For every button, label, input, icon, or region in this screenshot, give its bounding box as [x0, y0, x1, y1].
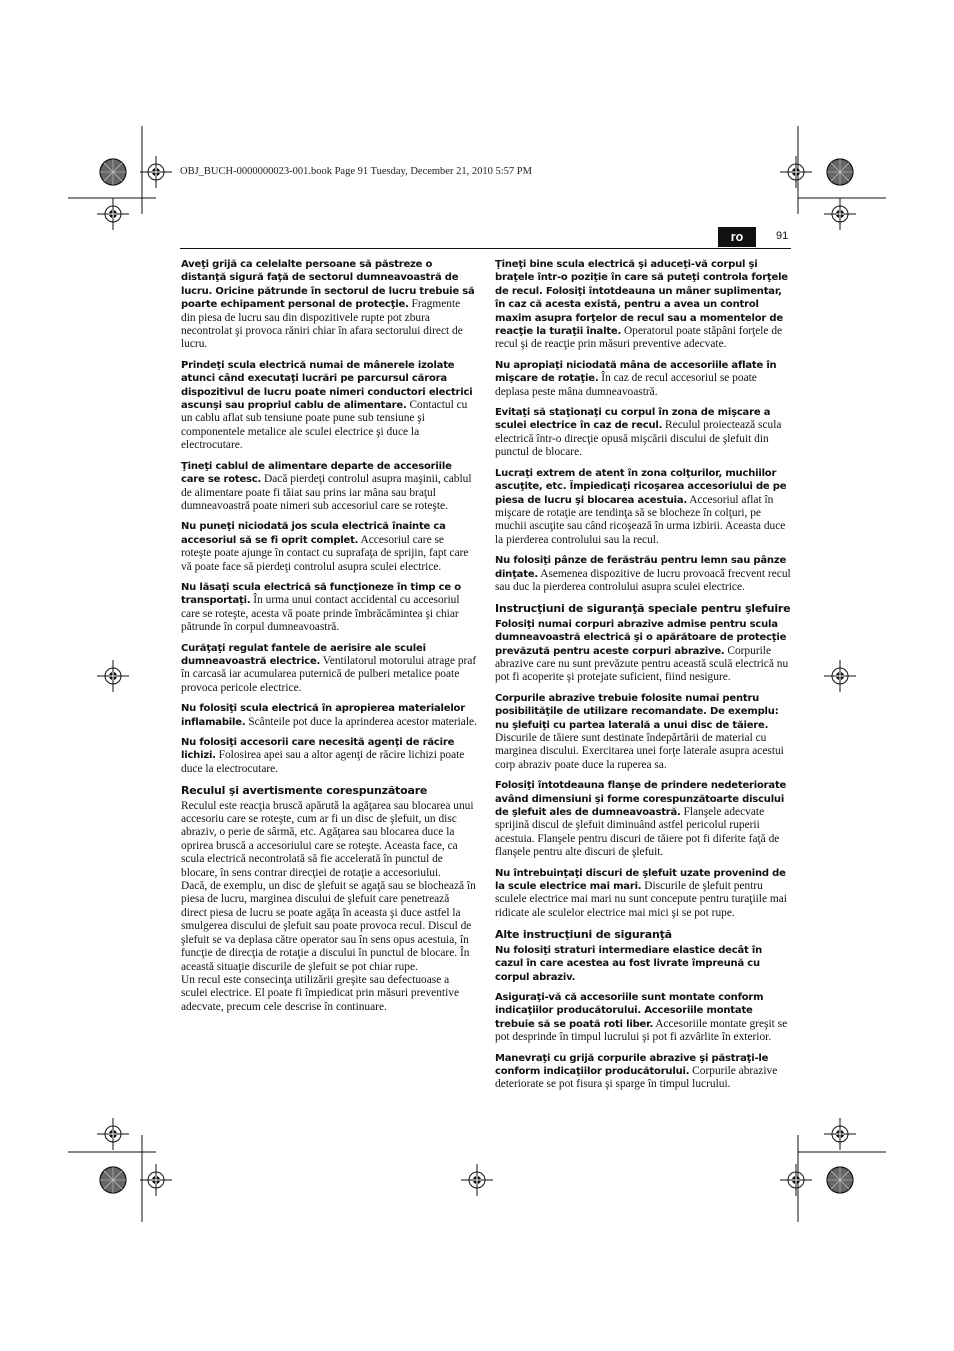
paragraph: Dacă, de exemplu, un disc de şlefuit se agaţă sau se blochează în piesa de lucru, marginea discului de şlefuit care penetrează direct piesa de lucru se poate agăţa în aceasta şi duce astfel la smulgerea discului de şlefuit sau poate provoca recul. Discul de şlefuit se va deplasa către operator sau în sens opus acestuia, în funcţie de direcţia de rotaţie a discului în punctul de blocare. În această situaţie discurile de şlefuit se pot chiar rupe. [181, 880, 476, 973]
print-header: OBJ_BUCH-0000000023-001.book Page 91 Tuesday, December 21, 2010 5:57 PM [180, 166, 532, 177]
paragraph: Nu folosiţi straturi intermediare elastice decât în cazul în care acestea au fost livrate împreună cu corpul abraziv. [495, 944, 763, 983]
paragraph: Ţineţi cablul de alimentare departe de accesoriile care se rotesc. Dacă pierdeţi controlul asupra maşinii, cablul de alimentare poate fi tăiat sau prins iar mâna sau braţul dumneavoastră poate nimeri sub accesoriul care se roteşte. [181, 460, 472, 512]
page-number: 91 [776, 230, 789, 242]
paragraph: Reculul este reacţia bruscă apărută la agăţarea sau blocarea unui accesoriu care se roteşte, cum ar fi un disc de şlefuit, un disc abraziv, o perie de sârmă, etc. Agăţarea sau blocarea duce la oprirea bruscă a accesoriului care se roteşte. Aceasta face, ca scula electrică necontrolată să fie accelerată în punctul de blocare, în sens contrar direcţiei de rotaţie a accesoriului. [181, 799, 474, 879]
paragraph: Aveţi grijă ca celelalte persoane să păstreze o distanţă sigură faţă de sectorul dumneavoastră de lucru. Oricine pătrunde în sectorul de lucru trebuie să poarte echipament personal de protecţie. Fragmente din piesa de lucru sau din dispozitivele rupte pot zbura necontrolat şi provoca răniri chiar în afara sectorului direct de lucru. [181, 259, 475, 351]
paragraph: Nu apropiaţi niciodată mâna de accesoriile aflate în mişcare de rotaţie. În caz de recul accesoriul se poate deplasa peste mâna dumneavoastră. [495, 359, 777, 398]
paragraph: Un recul este consecinţa utilizării greşite sau defectuoase a sculei electrice. El poate fi împiedicat prin măsuri preventive adecvate, precum cele descrise în continuare. [181, 973, 460, 1013]
paragraph: Folosiţi numai corpuri abrazive admise pentru scula dumneavoastră electrică şi o apărătoare de protecţie prevăzută pentru aceste corpuri abrazive. Corpurile abrazive care nu sunt prevăzute pentru această sculă electrică nu pot fi acoperite şi protejate suficient, fiind nesigure. [495, 618, 789, 684]
paragraph: Corpurile abrazive trebuie folosite numai pentru posibilităţile de utilizare recomandate. De exemplu: nu şlefuiţi cu partea laterală a unui disc de tăiere. Discurile de tăiere sunt destinate îndepărtării de material cu marginea discului. Exercitarea unei forţe laterale asupra acestui corp abraziv poate duce la ruperea sa. [495, 692, 784, 771]
paragraph: Nu întrebuinţaţi discuri de şlefuit uzate provenind de la scule electrice mai mari. Discurile de şlefuit pentru sculele electrice mai mari nu sunt concepute pentru turaţiile mai ridicate ale sculelor electrice mai mici şi se pot rupe. [495, 867, 787, 919]
paragraph: Asiguraţi-vă că accesoriile sunt montate conform indicaţiilor producătorului. Accesoriile montate trebuie să se poată roti liber. Accesoriile montate greşit se pot desprinde în timpul lucrului şi pot fi azvârlite în exterior. [495, 991, 788, 1044]
paragraph: Curăţaţi regulat fantele de aerisire ale sculei dumneavoastră electrice. Ventilatorul motorului atrage praf în carcasă iar acumularea puternică de pulberi metalice poate provoca pericole electrice. [181, 642, 477, 694]
paragraph: Manevraţi cu grijă corpurile abrazive şi păstraţi-le conform indicaţiilor producătorului. Corpurile abrazive deteriorate se pot fisura şi sparge în timpul lucrului. [495, 1052, 778, 1091]
paragraph: Nu lăsaţi scula electrică să funcţioneze în timp ce o transportaţi. În urma unui contact accidental cu accesoriul care se roteşte, acesta vă poate prinde îmbrăcămintea şi chiar pătrunde în corpul dumneavoastră. [181, 581, 461, 634]
paragraph: Nu folosiţi pânze de ferăstrău pentru lemn sau pânze dinţate. Asemenea dispozitive de lucru provoacă frecvent recul sau duc la pierderea controlului asupra sculei electrice. [495, 555, 791, 593]
paragraph: Ţineţi bine scula electrică şi aduceţi-vă corpul şi braţele într-o poziţie în care să puteţi controla forţele de recul. Folosiţi întotdeauna un mâner suplimentar, în caz că acesta există, pentru a avea un control maxim asupra forţelor de recul sau a momentelor de reacţie la turaţii înalte. Operatorul poate stăpâni forţele de recul şi de reacţie prin măsuri preventive adecvate. [495, 259, 788, 351]
paragraph: Folosiţi întotdeauna flanşe de prindere nedeteriorate având dimensiuni şi forme corespunzătoarte discului de şlefuit ales de dumneavoastră. Flanşele adecvate sprijină discul de şlefuit diminuând astfel pericolul ruperii acestuia. Flanşele pentru discuri de tăiere pot fi diferite faţă de flanşele pentru alte discuri de şlefuit. [495, 780, 787, 859]
paragraph: Nu puneţi niciodată jos scula electrică înainte ca accesoriul să se fi oprit complet. Accesoriul care se roteşte poate ajunge în contact cu suprafaţa de sprijin, fapt care vă poate face să pierdeţi controlul asupra sculei electrice. [181, 521, 469, 573]
paragraph: Nu folosiţi scula electrică în apropierea materialelor inflamabile. Scânteile pot duce la aprinderea acestor materiale. [181, 703, 477, 728]
paragraph: Nu folosiţi accesorii care necesită agenţi de răcire lichizi. Folosirea apei sau a altor agenţi de răcire lichizi poate duce la electrocutare. [181, 737, 465, 775]
paragraph: Lucraţi extrem de atent în zona colţurilor, muchiilor ascuţite, etc. Împiedicaţi ricoşarea accesoriului de pe piesa de lucru şi blocarea acestuia. Accesoriul aflat în mişcare de rotaţie are tendinţa să se blocheze în colţuri, pe muchii ascuţite sau când ricoşează în urma izbirii. Aceasta duce la pierderea controlului sau la recul. [495, 467, 787, 546]
section-title-recul: Reculul şi avertismente corespunzătoare [181, 784, 428, 798]
language-badge: ro [718, 227, 756, 247]
paragraph: Evitaţi să staţionaţi cu corpul în zona de mişcare a sculei electrice în caz de recul. Reculul proiectează scula electrică într-o direcţie opusă mişcării discului de şlefuit din punctul de blocare. [495, 407, 782, 459]
paragraph: Prindeţi scula electrică numai de mânerele izolate atunci când executaţi lucrări pe parcursul cărora dispozitivul de lucru poate nimeri conductori electrici ascunşi sau propriul cablu de alimentare. Contactul cu un cablu aflat sub tensiune poate pune sub tensiune şi componentele metalice ale sculei electrice şi duce la electrocutare. [181, 359, 473, 452]
section-title-slefuire: Instrucţiuni de siguranţă speciale pentru şlefuire [495, 602, 791, 616]
section-title-alte: Alte instrucţiuni de siguranţă [495, 928, 672, 942]
